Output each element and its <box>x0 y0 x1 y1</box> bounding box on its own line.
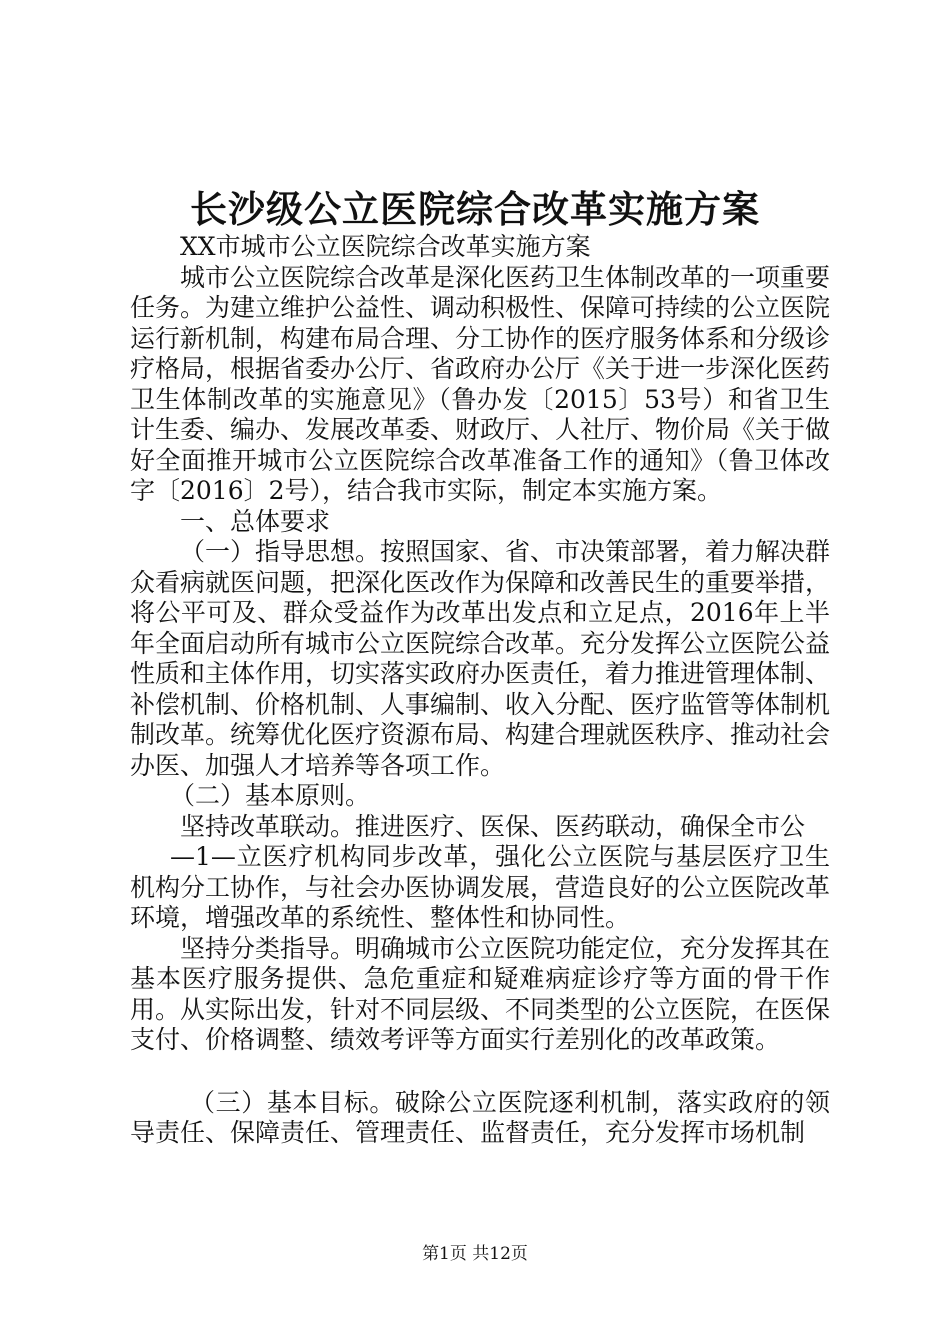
paragraph-intro: 城市公立医院综合改革是深化医药卫生体制改革的一项重要任务。为建立维护公益性、调动积极性、保障可持续的公立医院运行新机制，构建布局合理、分工协作的医疗服务体系和分级诊疗格局，根据省委办公厅、省政府办公厅《关于进一步深化医药卫生体制改革的实施意见》（鲁办发〔2015〕53号）和省卫生计生委、编办、发展改革委、财政厅、人社厅、物价局《关于做好全面推开城市公立医院综合改革准备工作的通知》（鲁卫体改字〔2016〕2号），结合我市实际，制定本实施方案。 <box>130 262 831 505</box>
paragraph-subtitle: XX市城市公立医院综合改革实施方案 <box>180 232 591 261</box>
paragraph-basic-goals: （三）基本目标。破除公立医院逐利机制，落实政府的领导责任、保障责任、管理责任、监督责任，充分发挥市场机制 <box>130 1087 830 1147</box>
page-footer: 第1页 共12页 <box>422 1244 528 1264</box>
document-body <box>130 232 830 1149</box>
paragraph-basic-principles-heading: （二）基本原则。 <box>170 781 371 810</box>
document-title: 长沙级公立医院综合改革实施方案 <box>190 187 760 231</box>
paragraph-reform-linkage: 坚持改革联动。推进医疗、医保、医药联动，确保全市公 <box>180 811 806 841</box>
paragraph-guiding-thought: （一）指导思想。按照国家、省、市决策部署，着力解决群众看病就医问题，把深化医改作为保障和改善民生的重要举措，将公平可及、群众受益作为改革出发点和立足点，2016年上半年全面启动所有城市公立医院综合改革。充分发挥公立医院公益性质和主体作用，切实落实政府办医责任，着力推进管理体制、补偿机制、价格机制、人事编制、收入分配、医疗监管等体制机制改革。统筹优化医疗资源布局、构建合理就医秩序、推动社会办医、加强人才培养等各项工作。 <box>130 537 831 780</box>
paragraph-spacer <box>130 1056 830 1088</box>
paragraph-classified-guidance: 坚持分类指导。明确城市公立医院功能定位，充分发挥其在基本医疗服务提供、急危重症和疑难病症诊疗等方面的骨干作用。从实际出发，针对不同层级、不同类型的公立医院，在医保支付、价格调整、绩效考评等方面实行差别化的改革政策。 <box>130 933 831 1054</box>
section-heading-general-requirements: 一、总体要求 <box>180 506 331 536</box>
paragraph-reform-linkage-continued: —1—立医疗机构同步改革，强化公立医院与基层医疗卫生机构分工协作，与社会办医协调发展，营造良好的公立医院改革环境，增强改革的系统性、整体性和协同性。 <box>130 842 831 932</box>
